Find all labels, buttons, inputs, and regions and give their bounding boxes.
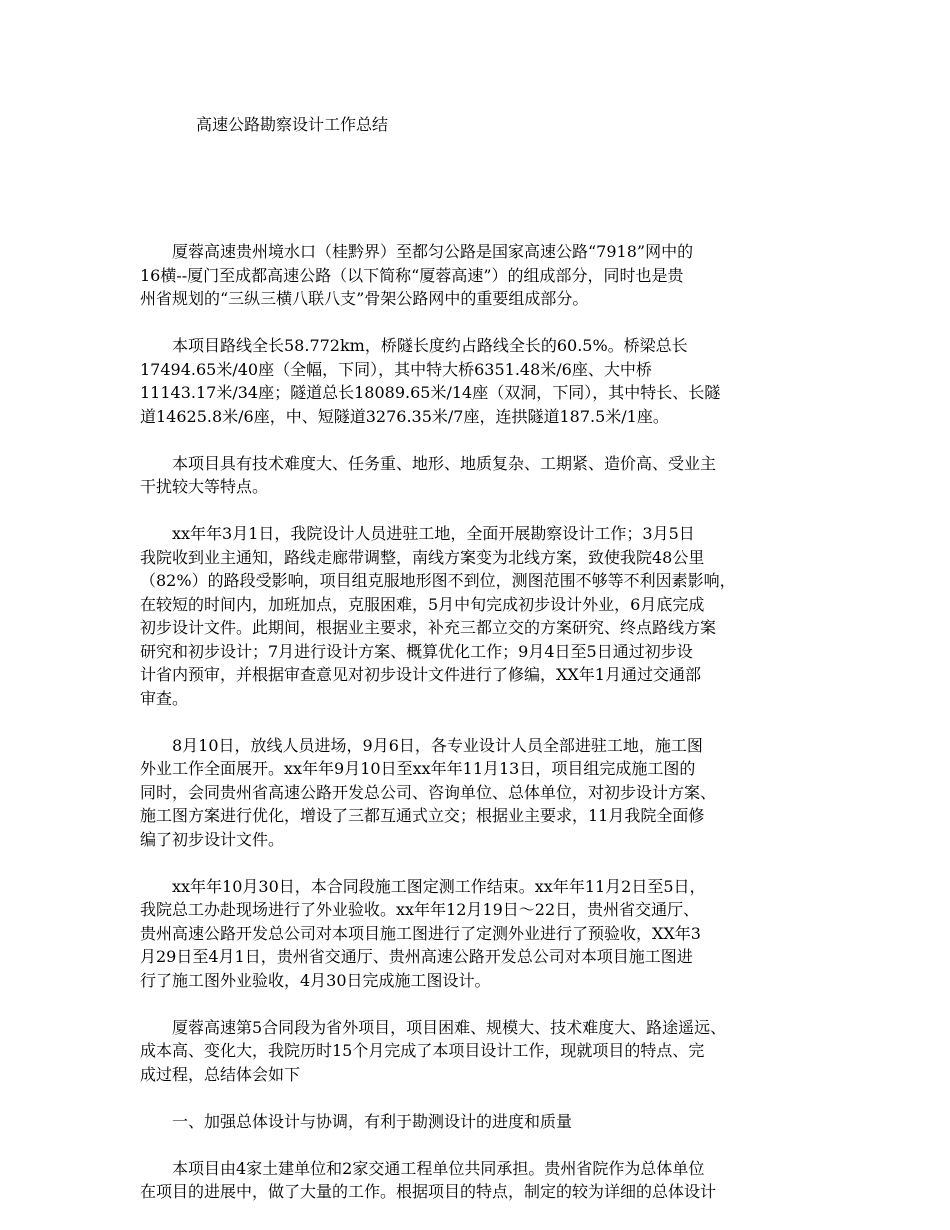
paragraph-preliminary-design: xx年年3月1日，我院设计人员进驻工地，全面开展勘察设计工作；3月5日 我院收到业主通知，路线走廊带调整，南线方案变为北线方案，致使我院48公里 （82%）的路段受影响，项目组克服地形图不到位，测图范围不够等不利因素影响， 在较短的时间内，加班加点，克服困难，5月中旬完成初步设计外业，6月底完成 初步设计文件。此期间，根据业主要求，补充三都立交的方案研究、终点路线方案 研究和初步设计；7月进行设计方案、概算优化工作；9月4日至5日通过初步设 计省内预审，并根据审查意见对初步设计文件进行了修编，XX年1月通过交通部 审查。 bbox=[140, 524, 736, 708]
paragraph-features: 本项目具有技术难度大、任务重、地形、地质复杂、工期紧、造价高、受业主 干扰较大等特点。 bbox=[140, 453, 717, 496]
paragraph-construction-drawing: 8月10日，放线人员进场，9月6日，各专业设计人员全部进驻工地，施工图 外业工作全面展开。xx年年9月10日至xx年年11月13日，项目组完成施工图的 同时，会同贵州省高速公路开发总公司、咨询单位、总体单位，对初步设计方案、 施工图方案进行优化，增设了三都互通式立交；根据业主要求，11月我院全面修 编了初步设计文件。 bbox=[140, 735, 717, 849]
paragraph-intro: 厦蓉高速贵州境水口（桂黔界）至都匀公路是国家高速公路“7918”网中的 16横--厦门至成都高速公路（以下简称“厦蓉高速”）的组成部分，同时也是贵 州省规划的“三纵三横八联八支”骨架公路网中的重要组成部分。 bbox=[140, 242, 694, 308]
paragraph-acceptance: xx年年10月30日，本合同段施工图定测工作结束。xx年年11月2日至5日， 我院总工办赴现场进行了外业验收。xx年年12月19日～22日，贵州省交通厅、 贵州高速公路开发总公司对本项目施工图进行了定测外业进行了预验收，XX年3 月29日至4月1日，贵州省交通厅、贵州高速公路开发总公司对本项目施工图进 行了施工图外业验收，4月30日完成施工图设计。 bbox=[140, 876, 706, 990]
paragraph-overall-design: 本项目由4家土建单位和2家交通工程单位共同承担。贵州省院作为总体单位 在项目的进展中，做了大量的工作。根据项目的特点，制定的较为详细的总体设计 bbox=[140, 1158, 717, 1201]
document-body bbox=[140, 240, 820, 1227]
document-title: 高速公路勘察设计工作总结 bbox=[196, 115, 389, 134]
paragraph-route-length: 本项目路线全长58.772km，桥隧长度约占路线全长的60.5%。桥梁总长 17494.65米/40座（全幅，下同），其中特大桥6351.48米/6座、大中桥 11143.17米/34座；隧道总长18089.65米/14座（双洞，下同），其中特长、长隧 道14625.8米/6座，中、短隧道3276.35米/7座，连拱隧道187.5米/1座。 bbox=[140, 336, 721, 426]
paragraph-summary: 厦蓉高速第5合同段为省外项目，项目困难、规模大、技术难度大、路途遥远、 成本高、变化大，我院历时15个月完成了本项目设计工作，现就项目的特点、完 成过程，总结体会如下 bbox=[140, 1017, 727, 1084]
section-heading: 一、加强总体设计与协调，有利于勘测设计的进度和质量 bbox=[172, 1111, 573, 1131]
